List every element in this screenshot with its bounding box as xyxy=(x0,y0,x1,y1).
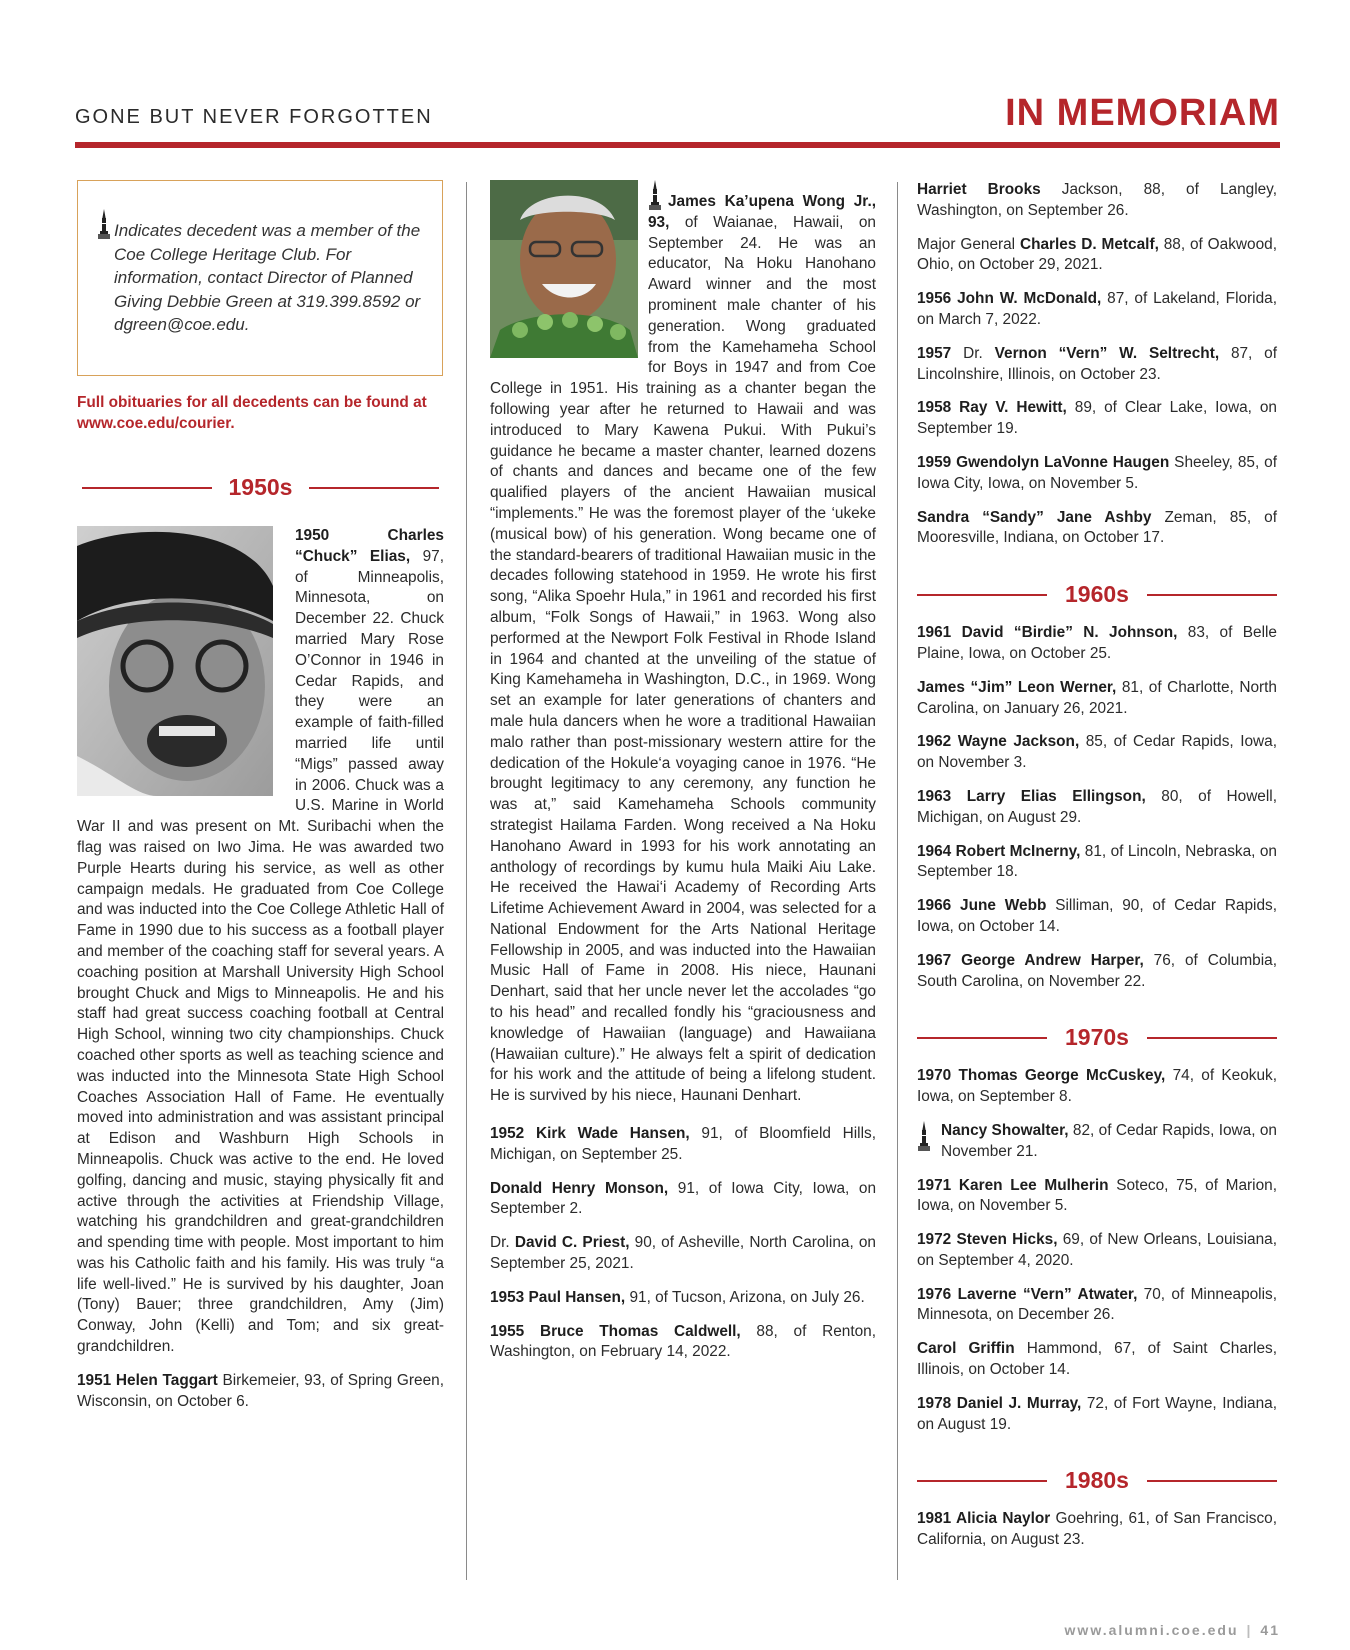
column-2 xyxy=(490,180,876,1376)
decade-heading-1960s: 1960s xyxy=(917,579,1277,609)
obituary-entry: 1981 Alicia Naylor Goehring, 61, of San Francisco, California, on August 23. xyxy=(917,1510,1277,1549)
column-3 xyxy=(917,180,1277,1564)
obituary-entry: 1952 Kirk Wade Hansen, 91, of Bloomfield Hills, Michigan, on September 25. xyxy=(490,1125,876,1163)
column-divider xyxy=(466,182,467,1580)
obituary-entry: Carol Griffin Hammond, 67, of Saint Charles, Illinois, on October 14. xyxy=(917,1340,1277,1379)
page-number: 41 xyxy=(1260,1622,1280,1638)
obituary-entry: 1961 David “Birdie” N. Johnson, 83, of Belle Plaine, Iowa, on October 25. xyxy=(917,624,1277,662)
header-rule xyxy=(75,142,1280,148)
obituary-entry: 1967 George Andrew Harper, 76, of Columbia, South Carolina, on November 22. xyxy=(917,951,1277,990)
obituary-entry: 1966 June Webb Silliman, 90, of Cedar Rapids, Iowa, on October 14. xyxy=(917,897,1278,935)
obituary-entry: 1971 Karen Lee Mulherin Soteco, 75, of Marion, Iowa, on November 5. xyxy=(917,1176,1277,1215)
obituary-entry: Nancy Showalter, 82, of Cedar Rapids, Iowa, on November 21. xyxy=(917,1121,1277,1163)
obituary-entry: 1964 Robert McInerny, 81, of Lincoln, Nebraska, on September 18. xyxy=(917,842,1277,881)
obituary-entry: 1976 Laverne “Vern” Atwater, 70, of Minneapolis, Minnesota, on December 26. xyxy=(917,1285,1277,1324)
footer-separator: | xyxy=(1246,1622,1253,1638)
obituary-entry: Dr. David C. Priest, 90, of Asheville, North Carolina, on September 25, 2021. xyxy=(490,1234,876,1273)
obituary-entry: Major General Charles D. Metcalf, 88, of Oakwood, Ohio, on October 29, 2021. xyxy=(917,235,1277,274)
infobox-text: Indicates decedent was a member of the Coe College Heritage Club. For information, contact Director of Planned Giving Debbie Green at 319.399.8592 or dgreen@coe.edu. xyxy=(114,221,421,334)
obituary-entry: 1963 Larry Elias Ellingson, 80, of Howell, Michigan, on August 29. xyxy=(917,787,1277,826)
obituary-entry: 1958 Ray V. Hewitt, 89, of Clear Lake, Iowa, on September 19. xyxy=(917,399,1277,438)
decade-heading-1980s: 1980s xyxy=(917,1465,1277,1495)
obituary-entry: 1962 Wayne Jackson, 85, of Cedar Rapids, Iowa, on November 3. xyxy=(917,733,1278,772)
obituaries-note: Full obituaries for all decedents can be found at www.coe.edu/courier. xyxy=(77,394,427,432)
obituary-helen-taggart: 1951 Helen Taggart Birkemeier, 93, of Spring Green, Wisconsin, on October 6. xyxy=(77,1371,444,1410)
courier-link[interactable]: www.coe.edu/courier. xyxy=(77,415,235,432)
heritage-tower-icon xyxy=(97,209,111,239)
obituary-entry: James “Jim” Leon Werner, 81, of Charlotte, North Carolina, on January 26, 2021. xyxy=(917,678,1277,717)
photo-charles-elias xyxy=(77,526,273,796)
obituary-james-wong: James Ka’upena Wong Jr., 93, of Waianae, Hawaii, on September 24. He was an educator, Na Hoku Hanohano Award winner and the most prominent male chanter of his generation. Wong graduated from the Kamehameha School for Boys in 1947 and from Coe College in 1951. His training as a chanter began the following year after he returned to Hawaii and was introduced to Mary Kawena Pukui. With Pukui’s guidance he became a master chanter, learned dozens of chants and dances and became one of the few qualified players of the ancient Hawaiian musical “implements.” He was the foremost player of the ‘ukeke (musical bow) of his generation. Wong became one of the standard-bearers of traditional Hawaiian music in the decades following statehood in 1959. He wrote his first song, “Alika Spoehr Hula,” in 1961 and recorded his first album, “Folk Songs of Hawaii,” in 1963. Wong also performed at the Newport Folk Festival in Rhode Island in 1964 and chanted at the unveiling of the statue of King Kamehameha in Washington, D.C., in 1969. Wong set an example for later generations of chanters and male hula dancers when he wore a traditional Hawaiian malo rather than post-missionary western attire for the dedication of the Hokule‘a voyaging canoe in 1976. “He brought legitimacy to any ceremony, any function he was at,” said Kamehameha Schools community strategist Hailama Farden. Wong received a Na Hoku Hanohano Award in 1993 for his work annotating an anthology of recordings by kumu hula Maiki Aiu Lake. He received the Hawai‘i Academy of Recording Arts Lifetime Achievement Award in 2004, was selected for a National Endowment for the Arts National Heritage Fellowship in 2005, and was inducted into the Hawaiian Music Hall of Fame in 2008. His niece, Haunani Denhart, said that her uncle never let the accolades “go to his head” and recalled fondly his “graciousness and knowledge of Hawaiian (language) and Hawaiiana (Hawaiian culture).” He always felt a spirit of dedication for his work and the attitude of being a lifelong student. He is survived by his niece, Haunani Denhart. xyxy=(490,180,876,1107)
heritage-club-infobox xyxy=(77,180,443,376)
decade-heading-1970s: 1970s xyxy=(917,1022,1277,1052)
heritage-tower-icon xyxy=(648,180,662,210)
obituary-entry: Sandra “Sandy” Jane Ashby Zeman, 85, of Mooresville, Indiana, on October 17. xyxy=(917,508,1277,547)
obituary-entry: 1978 Daniel J. Murray, 72, of Fort Wayne, Indiana, on August 19. xyxy=(917,1394,1277,1433)
obituary-entry: Donald Henry Monson, 91, of Iowa City, Iowa, on September 2. xyxy=(490,1179,876,1218)
heritage-tower-icon xyxy=(917,1121,931,1151)
column-1 xyxy=(77,180,444,1425)
photo-james-wong xyxy=(490,180,638,358)
decade-heading-1950s: 1950s xyxy=(77,472,444,502)
obituary-entry: 1957 Dr. Vernon “Vern” W. Seltrecht, 87, of Lincolnshire, Illinois, on October 23. xyxy=(917,344,1278,383)
page-footer xyxy=(1065,1622,1280,1638)
obituary-entry: 1953 Paul Hansen, 91, of Tucson, Arizona, on July 26. xyxy=(490,1288,865,1306)
obituary-entry: 1955 Bruce Thomas Caldwell, 88, of Renton, Washington, on February 14, 2022. xyxy=(490,1322,876,1361)
obituary-entry: 1970 Thomas George McCuskey, 74, of Keokuk, Iowa, on September 8. xyxy=(917,1067,1277,1106)
obituary-entry: 1972 Steven Hicks, 69, of New Orleans, Louisiana, on September 4, 2020. xyxy=(917,1231,1278,1269)
column-divider xyxy=(897,182,898,1580)
section-kicker: GONE BUT NEVER FORGOTTEN xyxy=(75,106,433,128)
obituary-entry: Harriet Brooks Jackson, 88, of Langley, Washington, on September 26. xyxy=(917,181,1277,219)
obituary-charles-elias: 1950 Charles “Chuck” Elias, 97, of Minneapolis, Minnesota, on December 22. Chuck married Mary Rose O’Connor in 1946 in Cedar Rapids, and they were an example of faith-filled married life until “Migs” passed away in 2006. Chuck was a U.S. Marine in World War II and was present on Mt. Suribachi when the flag was raised on Iwo Jima. He was awarded two Purple Hearts during his service, as well as other campaign medals. He graduated from Coe College and was inducted into the Coe College Athletic Hall of Fame in 1990 due to his success as a football player and member of the coaching staff for several years. A coaching position at Marshall University High School brought Chuck and Migs to Minneapolis. He and his staff had great success coaching football at Central High School, winning two city championships. Chuck coached other sports as well as teaching science and was inducted into the Minnesota State High School Coaches Association Hall of Fame. He eventually moved into administration and was assistant principal at Edison and Washburn High Schools in Minneapolis. Chuck was active to the end. He loved golfing, dancing and music, staying physically fit and active through the activities at Friendship Village, watching his grandchildren and great-grandchildren and spending time with people. Most important to him was his Catholic faith and his family. His was truly “a life well-lived.” He is survived by his daughter, Joan (Tony) Bauer; three grandchildren, Amy (Jim) Conway, John (Kelli) and Tom; and six great-grandchildren. xyxy=(77,527,444,1356)
obituary-entry: 1959 Gwendolyn LaVonne Haugen Sheeley, 85, of Iowa City, Iowa, on November 5. xyxy=(917,453,1278,492)
footer-site-link[interactable]: www.alumni.coe.edu xyxy=(1064,1622,1239,1638)
obituary-entry: 1956 John W. McDonald, 87, of Lakeland, Florida, on March 7, 2022. xyxy=(917,290,1278,328)
page-title: IN MEMORIAM xyxy=(1005,92,1280,134)
